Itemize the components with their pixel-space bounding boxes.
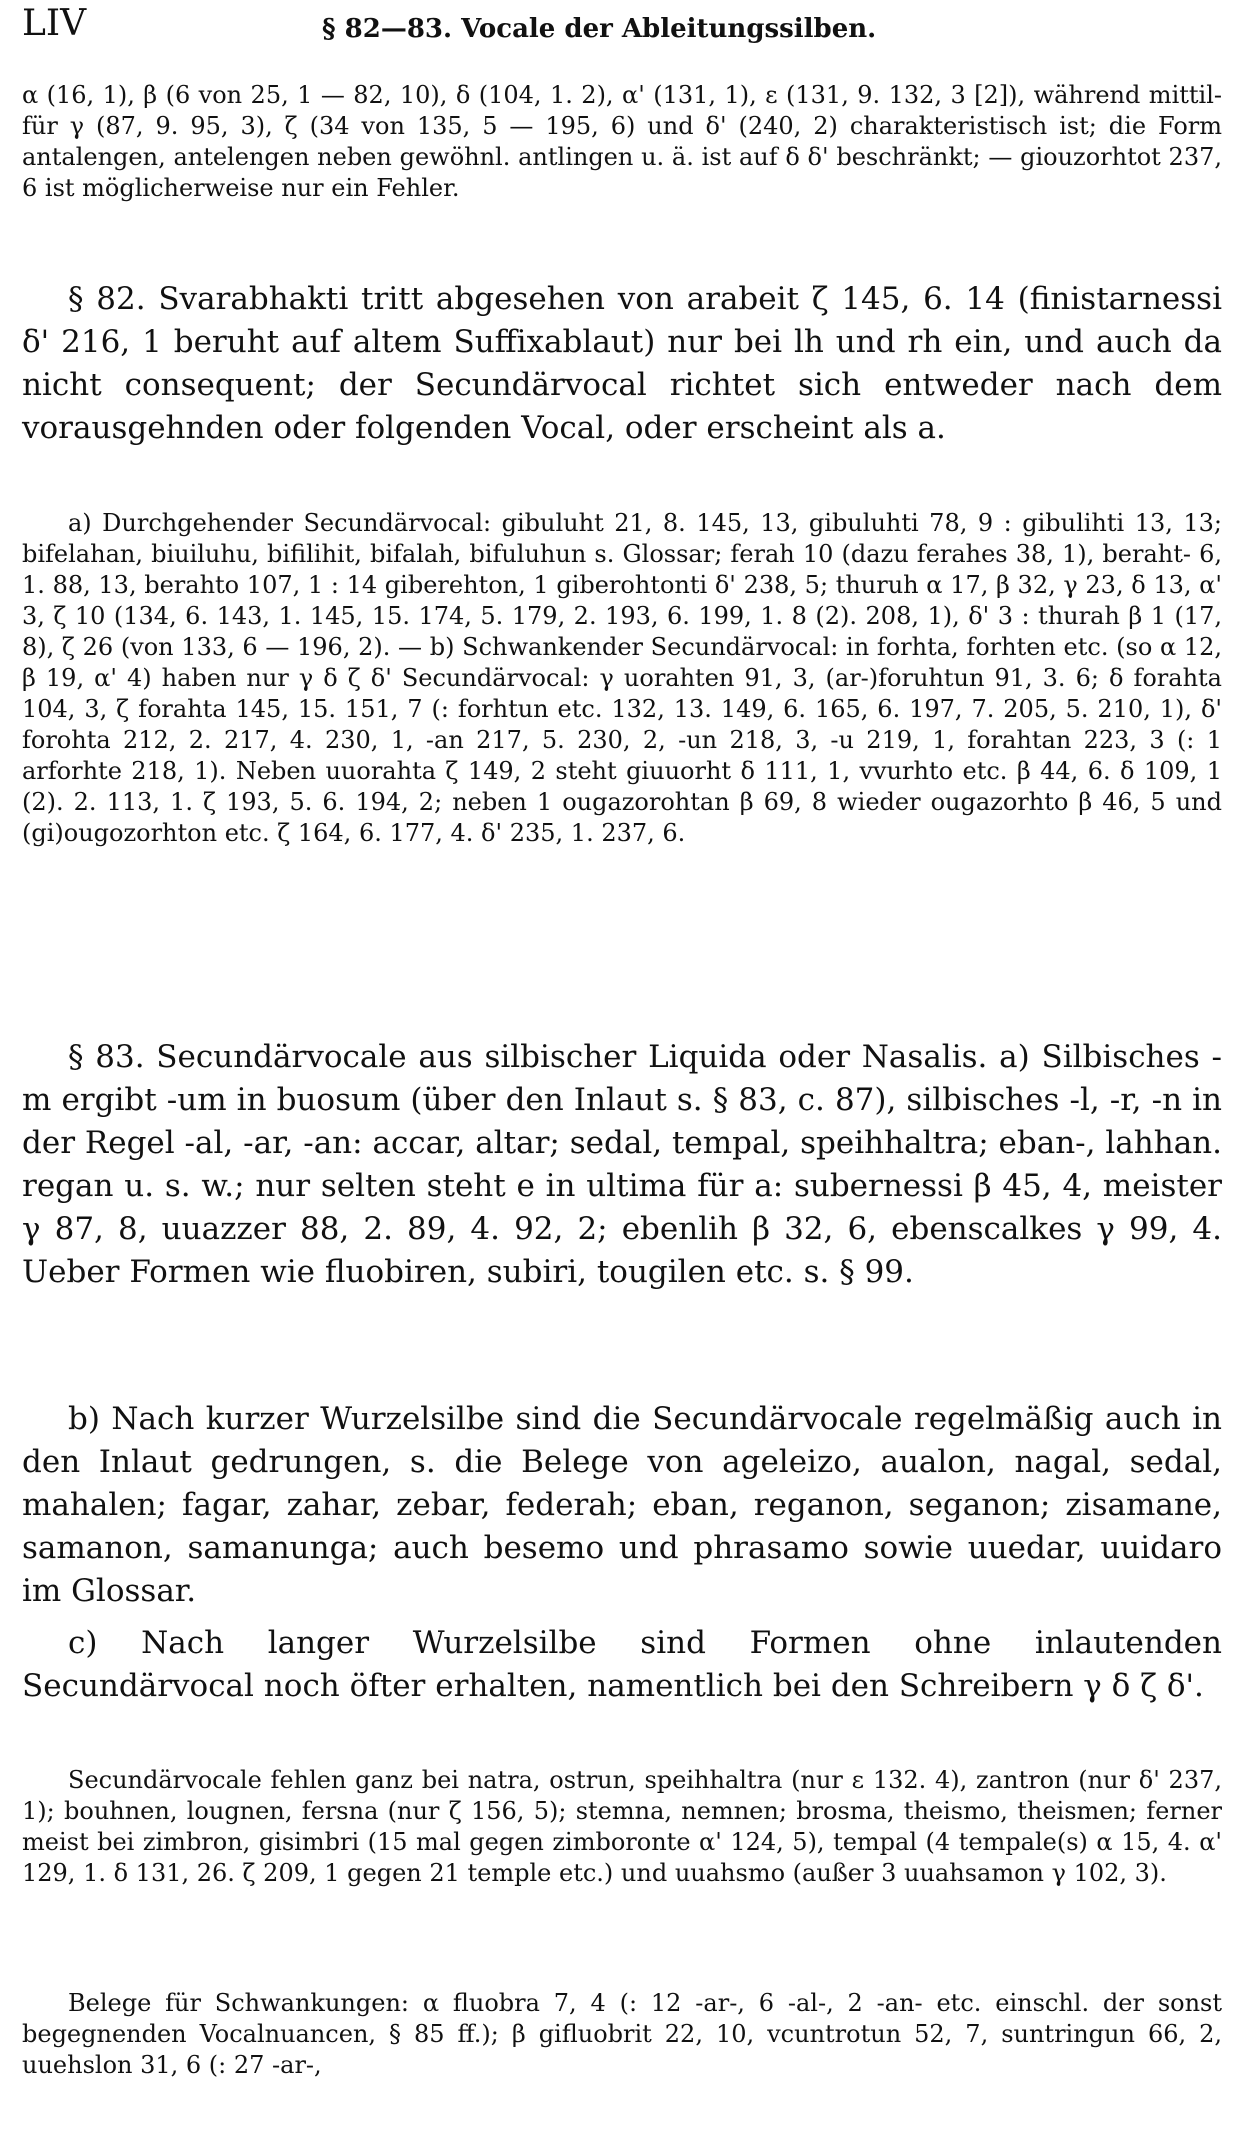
section-83-paragraph-b: b) Nach kurzer Wurzelsilbe sind die Secundärvocale regelmäßig auch in den Inlaut gedrungen, s. die Belege von ageleizo, aualon, nagal, sedal, mahalen; fagar, zahar, zebar, federah; eban, reganon, seganon; zisamane, samanon, samanunga; auch besemo und phrasamo sowie uuedar, uuidaro im Glossar. (22, 1401, 1222, 1609)
page-header (22, 4, 1222, 60)
section-82-paragraph: § 82. Svarabhakti tritt abgesehen von arabeit ζ 145, 6. 14 (finistarnessi δ' 216, 1 beruht auf altem Suffixablaut) nur bei lh und rh ein, und auch da nicht consequent; der Secundärvocal richtet sich entweder nach dem vorausgehnden oder folgenden Vocal, oder erscheint als a. (22, 281, 1222, 446)
paragraph-continuation: α (16, 1), β (6 von 25, 1 — 82, 10), δ (104, 1. 2), α' (131, 1), ε (131, 9. 132, 3 [2]), während mittil- für γ (87, 9. 95, 3), ζ (34 von 135, 5 — 195, 6) und δ' (240, 2) charakteristisch ist; die Form antalengen, antelengen neben gewöhnl. antlingen u. ä. ist auf δ δ' beschränkt; — giouzorhtot 237, 6 ist möglicherweise nur ein Fehler. (22, 81, 1222, 202)
section-83-paragraph-a: § 83. Secundärvocale aus silbischer Liquida oder Nasalis. a) Silbisches -m ergibt -um in buosum (über den Inlaut s. § 83, c. 87), silbisches -l, -r, -n in der Regel -al, -ar, -an: accar, altar; sedal, tempal, speihhaltra; eban-, lahhan. regan u. s. w.; nur selten steht e in ultima für a: subernessi β 45, 4, meister γ 87, 8, uuazzer 88, 2. 89, 4. 92, 2; ebenlih β 32, 6, ebenscalkes γ 99, 4. Ueber Formen wie fluobiren, subiri, tougilen etc. s. § 99. (22, 1039, 1222, 1290)
section-83-paragraph-c: c) Nach langer Wurzelsilbe sind Formen ohne inlautenden Secundärvocal noch öfter erhalten, namentlich bei den Schreibern γ δ ζ δ'. (22, 1625, 1222, 1704)
page-number: LIV (22, 3, 87, 44)
running-title: § 82—83. Vocale der Ableitungssilben. (322, 14, 877, 44)
fluctuation-evidence-note: Belege für Schwankungen: α fluobra 7, 4 (: 12 -ar-, 6 -al-, 2 -an- etc. einschl. der sonst begegnenden Vocalnuancen, § 85 ff.); β gifluobrit 22, 10, vcuntrotun 52, 7, suntringun 66, 2, uuehslon 31, 6 (: 27 -ar-, (22, 1989, 1222, 2079)
missing-vowels-note: Secundärvocale fehlen ganz bei natra, ostrun, speihhaltra (nur ε 132. 4), zantron (nur δ' 237, 1); bouhnen, lougnen, fersna (nur ζ 156, 5); stemna, nemnen; brosma, theismo, theismen; ferner meist bei zimbron, gisimbri (15 mal gegen zimboronte α' 124, 5), tempal (4 tempale(s) α 15, 4. α' 129, 1. δ 131, 26. ζ 209, 1 gegen 21 temple etc.) und uuahsmo (außer 3 uuahsamon γ 102, 3). (22, 1766, 1222, 1887)
section-82-examples: a) Durchgehender Secundärvocal: gibuluht 21, 8. 145, 13, gibuluhti 78, 9 : gibulihti 13, 13; bifelahan, biuiluhu, bifilihit, bifalah, bifuluhun s. Glossar; ferah 10 (dazu ferahes 38, 1), beraht- 6, 1. 88, 13, berahto 107, 1 : 14 giberehton, 1 giberohtonti δ' 238, 5; thuruh α 17, β 32, γ 23, δ 13, α' 3, ζ 10 (134, 6. 143, 1. 145, 15. 174, 5. 179, 2. 193, 6. 199, 1. 8 (2). 208, 1), δ' 3 : thurah β 1 (17, 8), ζ 26 (von 133, 6 — 196, 2). — b) Schwankender Secundärvocal: in forhta, forhten etc. (so α 12, β 19, α' 4) haben nur γ δ ζ δ' Secundärvocal: γ uorahten 91, 3, (ar-)foruhtun 91, 3. 6; δ forahta 104, 3, ζ forahta 145, 15. 151, 7 (: forhtun etc. 132, 13. 149, 6. 165, 6. 197, 7. 205, 5. 210, 1), δ' forohta 212, 2. 217, 4. 230, 1, -an 217, 5. 230, 2, -un 218, 3, -u 219, 1, forahtan 223, 3 (: 1 arforhte 218, 1). Neben uuorahta ζ 149, 2 steht giuuorht δ 111, 1, vvurhto etc. β 44, 6. δ 109, 1 (2). 2. 113, 1. ζ 193, 5. 6. 194, 2; neben 1 ougazorohtan β 69, 8 wieder ougazorhto β 46, 5 und (gi)ougozorhton etc. ζ 164, 6. 177, 4. δ' 235, 1. 237, 6. (22, 509, 1222, 847)
